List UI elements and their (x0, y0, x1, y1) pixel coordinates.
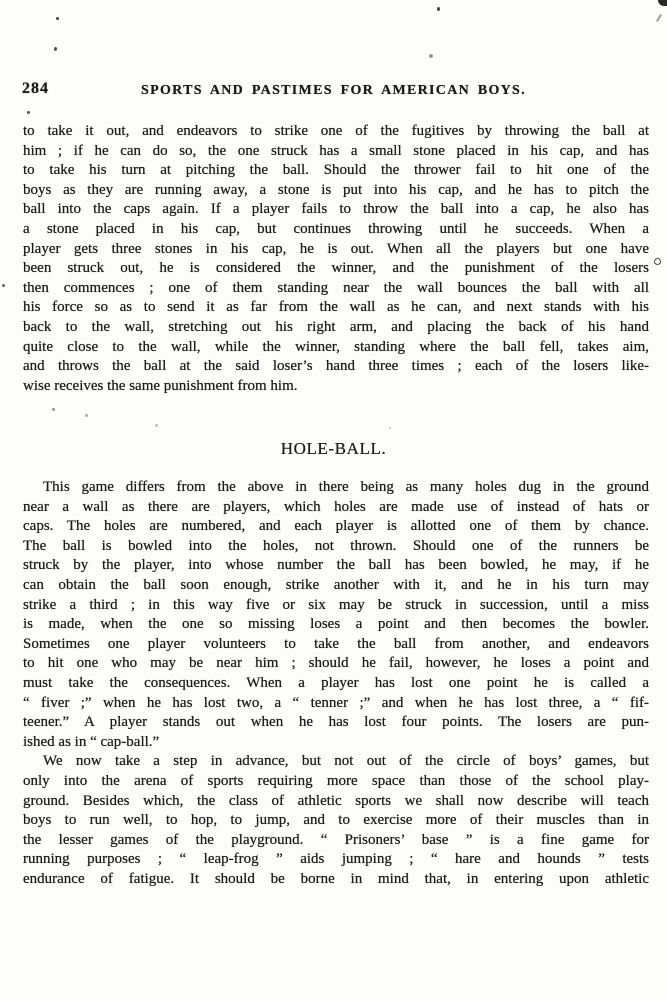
text-line: a stone placed in his cap, but continues throwing until he succeeds. When a (23, 220, 649, 237)
scan-ring-mark (654, 258, 661, 265)
text-line: must take the consequences. When a player has lost one point he is called a (23, 674, 649, 691)
text-line: is made, when the one so missing loses a point and then becomes the bowler. (23, 616, 649, 633)
text-line: been struck out, he is considered the winner, and the punishment of the losers (23, 260, 649, 277)
text-line: to hit one who may be near him ; should he fail, however, he loses a point and (23, 655, 649, 672)
text-line: and throws the ball at the said loser’s hand three times ; each of the losers like- (23, 358, 649, 375)
scan-speck (85, 414, 88, 417)
text-line: to take it out, and endeavors to strike one of the fugitives by throwing the ball at (23, 123, 649, 139)
text-line: player gets three stones in his cap, he is out. When all the players but one have (23, 240, 649, 257)
text-line: ground. Besides which, the class of athletic sports we shall now describe will teach (23, 792, 649, 809)
text-line: to take his turn at pitching the ball. Should the thrower fail to hit one of the (23, 162, 649, 179)
text-line: the lesser games of the playground. “ Prisoners’ base ” is a fine game for (23, 831, 649, 848)
scan-speck (52, 408, 55, 411)
text-line: back to the wall, stretching out his right arm, and placing the back of his hand (23, 318, 649, 335)
text-line: then commences ; one of them standing near the wall bounces the ball with all (23, 279, 649, 296)
text-line: struck by the player, into whose number the ball has been bowled, he may, if he (23, 557, 649, 574)
text-line: teener.” A player stands out when he has lost four points. The losers are pun- (23, 714, 649, 731)
scan-speck (389, 427, 391, 429)
text-line: strike a third ; in this way five or six may be struck in succession, until a miss (23, 596, 649, 613)
paragraph-hole-ball (23, 478, 649, 752)
paragraph-cap-ball-continuation (23, 122, 649, 396)
text-line: endurance of fatigue. It should be borne in mind that, in entering upon athletic (23, 870, 649, 887)
text-line: boys as they are running away, a stone is put into his cap, and he has to pitch the (23, 181, 649, 198)
text-line: wise receives the same punishment from him. (23, 377, 298, 394)
paragraph-group (23, 478, 649, 889)
scan-speck (56, 17, 59, 20)
text-line: him ; if he can do so, the one struck has a small stone placed in his cap, and has (23, 142, 649, 159)
text-line: “ fiver ;” when he has lost two, a “ tenner ;” and when he has lost three, a “ fif- (23, 694, 649, 711)
text-line: near a wall as there are players, which holes are made use of instead of hats or (23, 498, 649, 515)
text-line: We now take a step in advance, but not out of the circle of boys’ games, but (43, 753, 649, 770)
scan-speck (155, 424, 158, 427)
scan-scratch-mark (656, 14, 662, 22)
text-line: The ball is bowled into the holes, not thrown. Should one of the runners be (23, 537, 649, 554)
scan-speck (54, 47, 57, 51)
scan-speck (2, 284, 5, 287)
page-number: 284 (22, 80, 49, 97)
scan-speck (27, 111, 30, 114)
paragraph-athletic-sports-intro (23, 752, 649, 889)
text-line: Sometimes one player volunteers to take the ball from another, and endeavors (23, 635, 649, 652)
section-heading: HOLE-BALL. (280, 439, 387, 458)
scan-speck (437, 7, 440, 11)
text-line: his force so as to send it as far from the wall as he can, and next stands with his (23, 299, 649, 316)
text-line: caps. The holes are numbered, and each player is allotted one of them by chance. (23, 518, 649, 535)
text-line: quite close to the wall, while the winner, standing where the ball fell, takes aim, (23, 338, 649, 355)
text-line: boys to run well, to hop, to jump, and to exercise more of their muscles than in (23, 812, 649, 829)
text-line: ball into the caps again. If a player fails to throw the ball into a cap, he also has (23, 201, 649, 218)
text-line: only into the arena of sports requiring more space than those of the school play- (23, 772, 649, 789)
text-line: This game differs from the above in there being as many holes dug in the ground (43, 479, 649, 495)
text-line: can obtain the ball soon enough, strike another with it, and he in his turn may (23, 576, 649, 593)
scan-corner-mark (658, 0, 667, 6)
text-line: ished as in “ cap-ball.” (23, 733, 160, 750)
running-title: SPORTS AND PASTIMES FOR AMERICAN BOYS. (141, 83, 526, 98)
text-line: running purposes ; “ leap-frog ” aids jumping ; “ hare and hounds ” tests (23, 851, 649, 868)
scan-speck (429, 54, 433, 58)
